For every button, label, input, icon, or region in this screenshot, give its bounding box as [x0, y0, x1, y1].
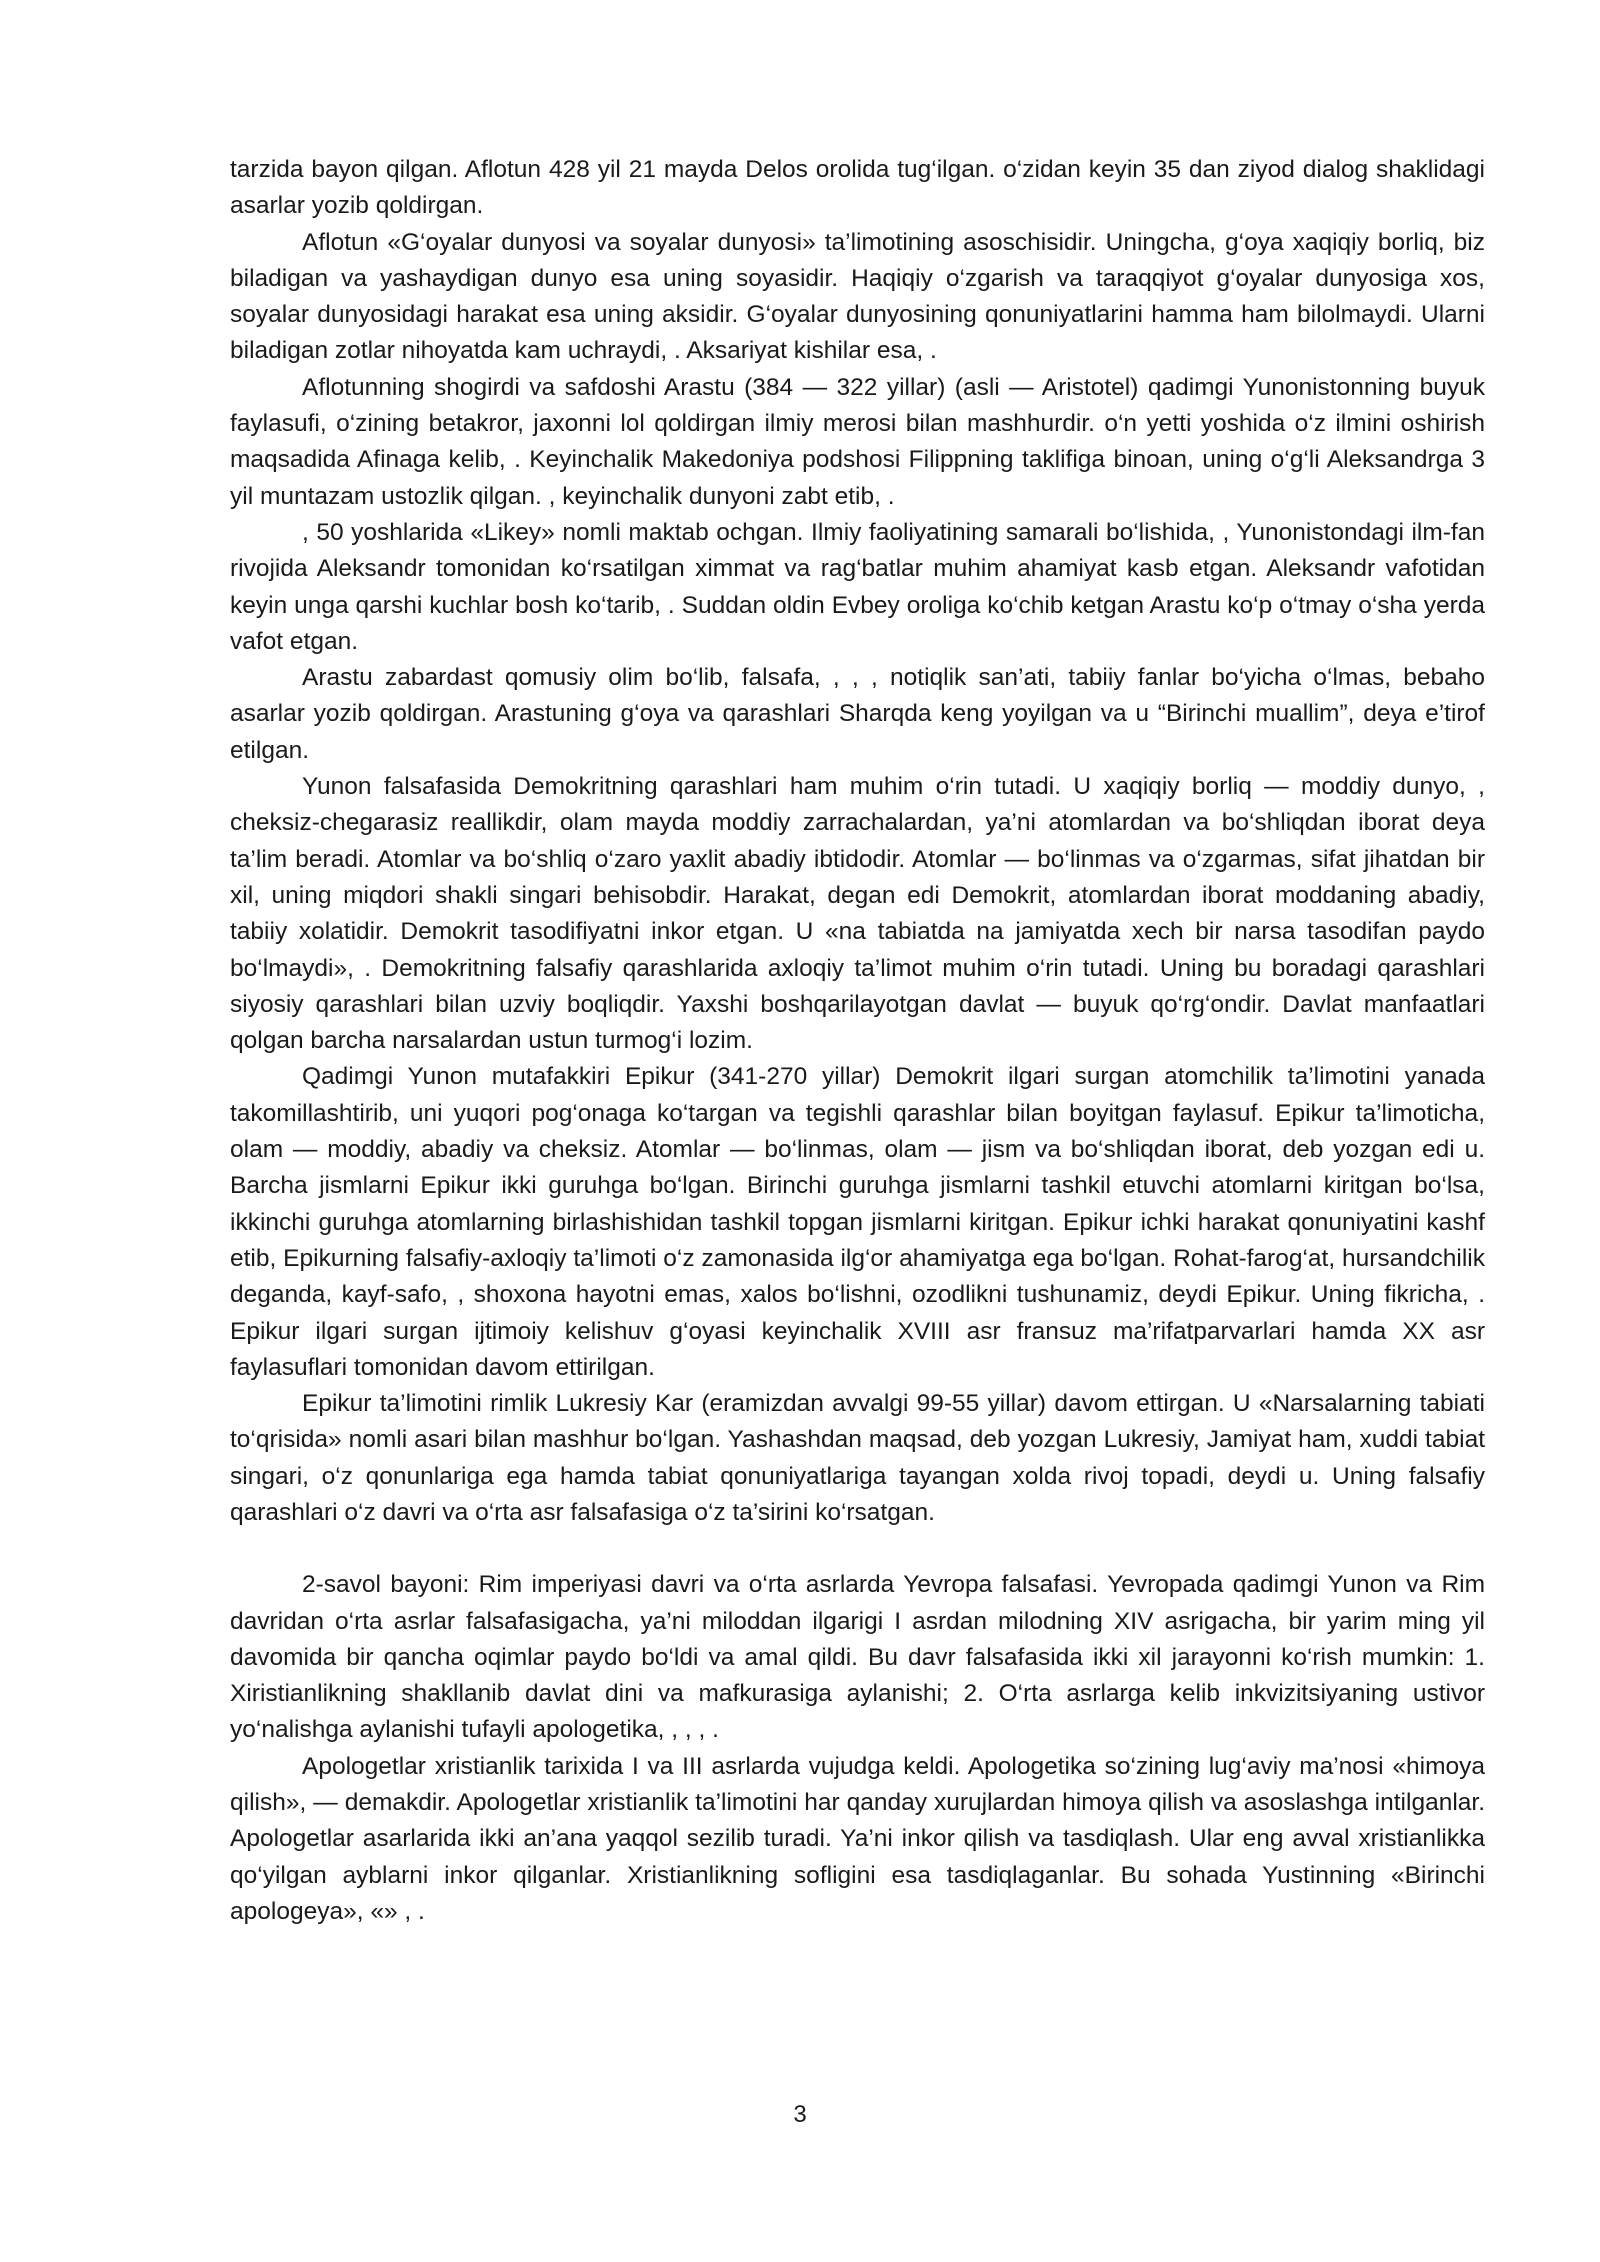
paragraph: Aflotunning shogirdi va safdoshi Arastu (384 — 322 yillar) (asli — Aristotel) qadimgi Yunonistonning buyuk faylasufi, o‘zining betakror, jaxonni lol qoldirgan ilmiy merosi bilan mashhurdir. o‘n yetti yoshida o‘z ilmini oshirish maqsadida Afinaga kelib, . Keyinchalik Makedoniya podshosi Filippning taklifiga binoan, uning o‘g‘li Aleksandrga 3 yil muntazam ustozlik qilgan. , keyinchalik dunyoni zabt etib, . [230, 373, 1485, 510]
paragraph: Arastu zabardast qomusiy olim bo‘lib, falsafa, , , , notiqlik san’ati, tabiiy fanlar bo‘yicha o‘lmas, bebaho asarlar yozib qoldirgan. Arastuning g‘oya va qarashlari Sharqda keng yoyilgan va u “Birinchi muallim”, deya e’tirof etilgan. [230, 664, 1485, 764]
paragraph: , 50 yoshlarida «Likey» nomli maktab ochgan. Ilmiy faoliyatining samarali bo‘lishida, , Yunonistondagi ilm-fan rivojida Aleksandr tomonidan ko‘rsatilgan ximmat va rag‘batlar muhim ahamiyat kasb etgan. Aleksandr vafotidan keyin unga qarshi kuchlar bosh ko‘tarib, . Suddan oldin Evbey oroliga ko‘chib ketgan Arastu ko‘p o‘tmay o‘sha yerda vafot etgan. [230, 518, 1485, 655]
paragraph: Qadimgi Yunon mutafakkiri Epikur (341-270 yillar) Demokrit ilgari surgan atomchilik ta’limotini yanada takomillashtirib, uni yuqori pog‘onaga ko‘targan va tegishli qarashlar bilan boyitgan faylasuf. Epikur ta’limoticha, olam — moddiy, abadiy va cheksiz. Atomlar — bo‘linmas, olam — jism va bo‘shliqdan iborat, deb yozgan edi u. Barcha jismlarni Epikur ikki guruhga bo‘lgan. Birinchi guruhga jismlarni tashkil etuvchi atomlarni kiritgan bo‘lsa, ikkinchi guruhga atomlarning birlashishidan tashkil topgan jismlarni kiritgan. Epikur ichki harakat qonuniyatini kashf etib, Epikurning falsafiy-axloqiy ta’limoti o‘z zamonasida ilg‘or ahamiyatga ega bo‘lgan. Rohat-farog‘at, hursandchilik deganda, kayf-safo, , shoxona hayotni emas, xalos bo‘lishni, ozodlikni tushunamiz, deydi Epikur. Uning fikricha, . Epikur ilgari surgan ijtimoiy kelishuv g‘oyasi keyinchalik XVIII asr fransuz ma’rifatparvarlari hamda XX asr faylasuflari tomonidan davom ettirilgan. [230, 1063, 1485, 1381]
paragraph: Apologetlar xristianlik tarixida I va III asrlarda vujudga keldi. Apologetika so‘zining lug‘aviy ma’nosi «himoya qilish», — demakdir. Apologetlar xristianlik ta’limotini har qanday xurujlardan himoya qilish va asoslashga intilganlar. Apologetlar asarlarida ikki an’ana yaqqol sezilib turadi. Ya’ni inkor qilish va tasdiqlash. Ular eng avval xristianlikka qo‘yilgan ayblarni inkor qilganlar. Xristianlikning sofligini esa tasdiqlaganlar. Bu sohada Yustinning «Birinchi apologeya», «» , . [230, 1752, 1485, 1925]
paragraph: Aflotun «G‘oyalar dunyosi va soyalar dunyosi» ta’limotining asoschisidir. Uningcha, g‘oya xaqiqiy borliq, biz biladigan va yashaydigan dunyo esa uning soyasidir. Haqiqiy o‘zgarish va taraqqiyot g‘oyalar dunyosiga xos, soyalar dunyosidagi harakat esa uning aksidir. G‘oyalar dunyosining qonuniyatlarini hamma ham bilolmaydi. Ularni biladigan zotlar nihoyatda kam uchraydi, . Aksariyat kishilar esa, . [230, 228, 1485, 365]
paragraph: Epikur ta’limotini rimlik Lukresiy Kar (eramizdan avvalgi 99-55 yillar) davom ettirgan. U «Narsalarning tabiati to‘qrisida» nomli asari bilan mashhur bo‘lgan. Yashashdan maqsad, deb yozgan Lukresiy, Jamiyat ham, xuddi tabiat singari, o‘z qonunlariga ega hamda tabiat qonuniyatlariga tayangan xolda rivoj topadi, deydi u. Uning falsafiy qarashlari o‘z davri va o‘rta asr falsafasiga o‘z ta’sirini ko‘rsatgan. [230, 1390, 1485, 1526]
paragraph: tarzida bayon qilgan. Aflotun 428 yil 21 mayda Delos orolida tug‘ilgan. o‘zidan keyin 35 dan ziyod dialog shaklidagi asarlar yozib qoldirgan. [230, 156, 1485, 220]
body-text [230, 152, 1485, 1930]
section-heading-paragraph: 2-savol bayoni: Rim imperiyasi davri va o‘rta asrlarda Yevropa falsafasi. Yevropada qadimgi Yunon va Rim davridan o‘rta asrlar falsafasigacha, ya’ni miloddan ilgarigi I asrdan milodning XIV asrigacha, bir yarim ming yil davomida bir qancha oqimlar paydo bo‘ldi va amal qildi. Bu davr falsafasida ikki xil jarayonni ko‘rish mumkin: 1. Xiristianlikning shakllanib davlat dini va mafkurasiga aylanishi; 2. O‘rta asrlarga kelib inkvizitsiyaning ustivor yo‘nalishga aylanishi tufayli apologetika, , , , . [230, 1571, 1485, 1744]
paragraph: Yunon falsafasida Demokritning qarashlari ham muhim o‘rin tutadi. U xaqiqiy borliq — moddiy dunyo, , cheksiz-chegarasiz reallikdir, olam mayda moddiy zarrachalardan, ya’ni atomlardan va bo‘shliqdan iborat deya ta’lim beradi. Atomlar va bo‘shliq o‘zaro yaxlit abadiy ibtidodir. Atomlar — bo‘linmas va o‘zgarmas, sifat jihatdan bir xil, uning miqdori shakli singari behisobdir. Harakat, degan edi Demokrit, atomlardan iborat moddaning abadiy, tabiiy xolatidir. Demokrit tasodifiyatni inkor etgan. U «na tabiatda na jamiyatda xech bir narsa tasodifan paydo bo‘lmaydi», . Demokritning falsafiy qarashlarida axloqiy ta’limot muhim o‘rin tutadi. Uning bu boradagi qarashlari siyosiy qarashlari bilan uzviy boqliqdir. Yaxshi boshqarilayotgan davlat — buyuk qo‘rg‘ondir. Davlat manfaatlari qolgan barcha narsalardan ustun turmog‘i lozim. [230, 773, 1485, 1055]
page-number: 3 [793, 2101, 807, 2128]
